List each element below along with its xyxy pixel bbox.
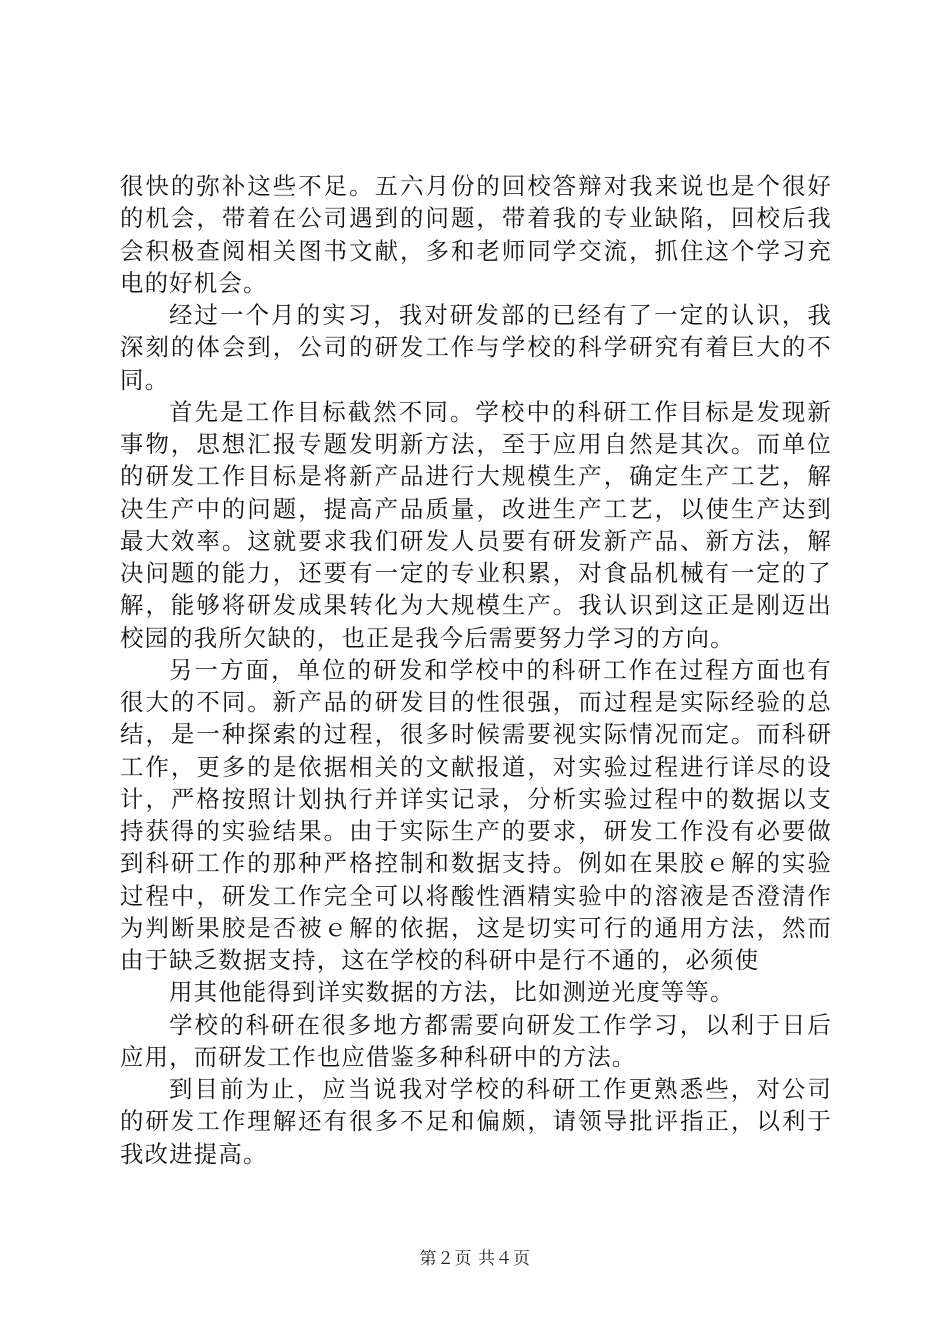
- paragraph-mutual-learning: 学校的科研在很多地方都需要向研发工作学习，以利于日后应用，而研发工作也应借鉴多种科研中的方法。: [120, 1010, 832, 1071]
- document-body: [120, 170, 832, 1170]
- paragraph-process-difference: 另一方面，单位的研发和学校中的科研工作在过程方面也有很大的不同。新产品的研发目的性很强，而过程是实际经验的总结，是一种探索的过程，很多时候需要视实际情况而定。而科研工作，更多的是依据相关的文献报道，对实验过程进行详尽的设计，严格按照计划执行并详实记录，分析实验过程中的数据以支持获得的实验结果。由于实际生产的要求，研发工作没有必要做到科研工作的那种严格控制和数据支持。例如在果胶ｅ解的实验过程中，研发工作完全可以将酸性酒精实验中的溶液是否澄清作为判断果胶是否被ｅ解的依据，这是切实可行的通用方法，然而由于缺乏数据支持，这在学校的科研中是行不通的，必须使: [120, 655, 832, 974]
- paragraph-internship-understanding: 经过一个月的实习，我对研发部的已经有了一定的认识，我深刻的体会到，公司的研发工作与学校的科学研究有着巨大的不同。: [120, 301, 832, 394]
- paragraph-other-methods: 用其他能得到详实数据的方法，比如测逆光度等等。: [169, 978, 735, 1007]
- paragraph-work-goals: 首先是工作目标截然不同。学校中的科研工作目标是发现新事物，思想汇报专题发明新方法，至于应用自然是其次。而单位的研发工作目标是将新产品进行大规模生产，确定生产工艺，解决生产中的问题，提高产品质量，改进生产工艺，以使生产达到最大效率。这就要求我们研发人员要有研发新产品、新方法，解决问题的能力，还要有一定的专业积累，对食品机械有一定的了解，能够将研发成果转化为大规模生产。我认识到这正是刚迈出校园的我所欠缺的，也正是我今后需要努力学习的方向。: [120, 397, 832, 652]
- page-number-footer: 第２页 共４页: [419, 1249, 531, 1269]
- paragraph-conclusion: 到目前为止，应当说我对学校的科研工作更熟悉些，对公司的研发工作理解还有很多不足和偏颇，请领导批评指正，以利于我改进提高。: [120, 1075, 832, 1168]
- paragraph-continuation: 很快的弥补这些不足。五六月份的回校答辩对我来说也是个很好的机会，带着在公司遇到的问题，带着我的专业缺陷，回校后我会积极查阅相关图书文献，多和老师同学交流，抓住这个学习充电的好机会。: [120, 172, 832, 297]
